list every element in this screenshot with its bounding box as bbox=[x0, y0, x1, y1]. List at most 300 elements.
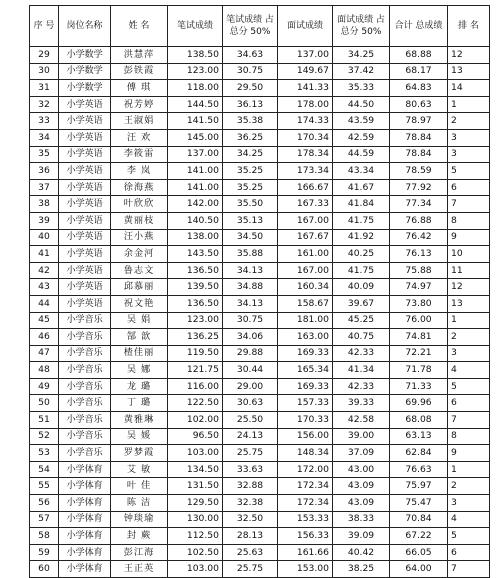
cell-total: 69.96 bbox=[390, 395, 448, 412]
cell-written-pct: 32.38 bbox=[223, 495, 278, 512]
cell-position: 小学体育 bbox=[59, 461, 111, 478]
cell-interview: 165.34 bbox=[278, 362, 333, 379]
cell-interview: 167.00 bbox=[278, 262, 333, 279]
cell-total: 68.08 bbox=[390, 412, 448, 429]
table-row bbox=[30, 395, 490, 412]
cell-written-pct: 29.88 bbox=[223, 345, 278, 362]
cell-name: 楂佳丽 bbox=[111, 345, 168, 362]
cell-interview-pct: 41.84 bbox=[333, 196, 390, 213]
cell-total: 76.00 bbox=[390, 312, 448, 329]
cell-written: 143.50 bbox=[168, 246, 223, 263]
table-row bbox=[30, 163, 490, 180]
cell-position: 小学音乐 bbox=[59, 412, 111, 429]
cell-interview: 157.33 bbox=[278, 395, 333, 412]
cell-no: 29 bbox=[30, 47, 59, 64]
cell-no: 58 bbox=[30, 528, 59, 545]
cell-position: 小学数学 bbox=[59, 63, 111, 80]
cell-interview-pct: 38.25 bbox=[333, 561, 390, 578]
cell-position: 小学音乐 bbox=[59, 428, 111, 445]
cell-name: 吴 娜 bbox=[111, 362, 168, 379]
cell-position: 小学音乐 bbox=[59, 312, 111, 329]
cell-interview-pct: 42.58 bbox=[333, 412, 390, 429]
table-row bbox=[30, 279, 490, 296]
cell-name: 丁 璐 bbox=[111, 395, 168, 412]
cell-position: 小学体育 bbox=[59, 478, 111, 495]
cell-position: 小学英语 bbox=[59, 279, 111, 296]
cell-name: 叶 佳 bbox=[111, 478, 168, 495]
cell-interview-pct: 42.59 bbox=[333, 129, 390, 146]
cell-total: 78.84 bbox=[390, 146, 448, 163]
cell-name: 祝文艳 bbox=[111, 295, 168, 312]
cell-rank: 2 bbox=[448, 113, 490, 130]
cell-position: 小学英语 bbox=[59, 146, 111, 163]
header-interview-pct: 面试成绩 占总分 50% bbox=[333, 6, 390, 47]
cell-name: 傅 琪 bbox=[111, 80, 168, 97]
cell-name: 黄雅琳 bbox=[111, 412, 168, 429]
cell-name: 洪慧萍 bbox=[111, 47, 168, 64]
cell-rank: 3 bbox=[448, 129, 490, 146]
cell-rank: 6 bbox=[448, 179, 490, 196]
cell-rank: 3 bbox=[448, 495, 490, 512]
table-row bbox=[30, 511, 490, 528]
cell-interview: 172.34 bbox=[278, 478, 333, 495]
table-row bbox=[30, 329, 490, 346]
header-interview: 面试成绩 bbox=[278, 6, 333, 47]
cell-interview-pct: 34.25 bbox=[333, 47, 390, 64]
cell-no: 56 bbox=[30, 495, 59, 512]
cell-no: 57 bbox=[30, 511, 59, 528]
cell-written: 141.50 bbox=[168, 113, 223, 130]
cell-written: 102.50 bbox=[168, 544, 223, 561]
cell-interview-pct: 42.33 bbox=[333, 378, 390, 395]
cell-written-pct: 35.88 bbox=[223, 246, 278, 263]
cell-total: 76.88 bbox=[390, 212, 448, 229]
cell-position: 小学英语 bbox=[59, 113, 111, 130]
table-row bbox=[30, 478, 490, 495]
cell-rank: 3 bbox=[448, 345, 490, 362]
cell-no: 44 bbox=[30, 295, 59, 312]
table-row bbox=[30, 212, 490, 229]
cell-no: 55 bbox=[30, 478, 59, 495]
table-row bbox=[30, 179, 490, 196]
cell-interview-pct: 39.09 bbox=[333, 528, 390, 545]
cell-interview: 149.67 bbox=[278, 63, 333, 80]
cell-written: 136.50 bbox=[168, 262, 223, 279]
cell-interview-pct: 43.09 bbox=[333, 478, 390, 495]
header-no: 序 号 bbox=[30, 6, 59, 47]
cell-total: 71.33 bbox=[390, 378, 448, 395]
cell-name: 汪 欢 bbox=[111, 129, 168, 146]
cell-interview: 167.00 bbox=[278, 212, 333, 229]
cell-written-pct: 29.00 bbox=[223, 378, 278, 395]
cell-written-pct: 34.25 bbox=[223, 146, 278, 163]
cell-written: 102.00 bbox=[168, 412, 223, 429]
cell-name: 陈 洁 bbox=[111, 495, 168, 512]
cell-no: 54 bbox=[30, 461, 59, 478]
cell-written: 134.50 bbox=[168, 461, 223, 478]
cell-written: 144.50 bbox=[168, 96, 223, 113]
cell-rank: 9 bbox=[448, 445, 490, 462]
cell-no: 35 bbox=[30, 146, 59, 163]
cell-no: 52 bbox=[30, 428, 59, 445]
cell-name: 李筱雷 bbox=[111, 146, 168, 163]
cell-written-pct: 25.63 bbox=[223, 544, 278, 561]
table-row bbox=[30, 345, 490, 362]
cell-rank: 7 bbox=[448, 561, 490, 578]
cell-written: 142.00 bbox=[168, 196, 223, 213]
cell-rank: 1 bbox=[448, 312, 490, 329]
cell-interview: 172.00 bbox=[278, 461, 333, 478]
header-written-pct: 笔试成绩 占总分 50% bbox=[223, 6, 278, 47]
cell-rank: 2 bbox=[448, 329, 490, 346]
cell-interview: 160.34 bbox=[278, 279, 333, 296]
cell-no: 30 bbox=[30, 63, 59, 80]
table-row bbox=[30, 80, 490, 97]
cell-no: 31 bbox=[30, 80, 59, 97]
cell-written: 138.50 bbox=[168, 47, 223, 64]
cell-position: 小学音乐 bbox=[59, 345, 111, 362]
table-row bbox=[30, 96, 490, 113]
cell-written: 96.50 bbox=[168, 428, 223, 445]
cell-written: 119.50 bbox=[168, 345, 223, 362]
cell-name: 彭铁霞 bbox=[111, 63, 168, 80]
cell-rank: 12 bbox=[448, 47, 490, 64]
score-sheet bbox=[29, 5, 490, 578]
cell-total: 74.97 bbox=[390, 279, 448, 296]
cell-rank: 3 bbox=[448, 146, 490, 163]
cell-interview-pct: 41.75 bbox=[333, 262, 390, 279]
cell-written: 140.50 bbox=[168, 212, 223, 229]
cell-written-pct: 35.25 bbox=[223, 179, 278, 196]
cell-position: 小学体育 bbox=[59, 561, 111, 578]
cell-rank: 5 bbox=[448, 378, 490, 395]
cell-written-pct: 34.50 bbox=[223, 229, 278, 246]
cell-written: 103.00 bbox=[168, 561, 223, 578]
cell-position: 小学英语 bbox=[59, 229, 111, 246]
table-row bbox=[30, 246, 490, 263]
table-row bbox=[30, 561, 490, 578]
cell-written: 118.00 bbox=[168, 80, 223, 97]
cell-interview: 178.34 bbox=[278, 146, 333, 163]
cell-interview-pct: 37.42 bbox=[333, 63, 390, 80]
cell-no: 51 bbox=[30, 412, 59, 429]
header-rank: 排 名 bbox=[448, 6, 490, 47]
table-row bbox=[30, 528, 490, 545]
cell-rank: 10 bbox=[448, 246, 490, 263]
header-name: 姓 名 bbox=[111, 6, 168, 47]
cell-interview-pct: 37.09 bbox=[333, 445, 390, 462]
cell-no: 42 bbox=[30, 262, 59, 279]
cell-name: 王正英 bbox=[111, 561, 168, 578]
cell-rank: 6 bbox=[448, 395, 490, 412]
table-row bbox=[30, 461, 490, 478]
cell-rank: 6 bbox=[448, 544, 490, 561]
cell-position: 小学音乐 bbox=[59, 329, 111, 346]
cell-interview: 167.67 bbox=[278, 229, 333, 246]
cell-total: 78.97 bbox=[390, 113, 448, 130]
cell-written-pct: 34.13 bbox=[223, 262, 278, 279]
cell-interview-pct: 40.25 bbox=[333, 246, 390, 263]
cell-rank: 12 bbox=[448, 279, 490, 296]
cell-position: 小学英语 bbox=[59, 179, 111, 196]
cell-position: 小学音乐 bbox=[59, 378, 111, 395]
cell-interview-pct: 43.34 bbox=[333, 163, 390, 180]
cell-position: 小学英语 bbox=[59, 163, 111, 180]
cell-written-pct: 25.75 bbox=[223, 445, 278, 462]
cell-name: 王淑娟 bbox=[111, 113, 168, 130]
cell-no: 38 bbox=[30, 196, 59, 213]
cell-position: 小学英语 bbox=[59, 129, 111, 146]
cell-no: 41 bbox=[30, 246, 59, 263]
cell-written: 145.00 bbox=[168, 129, 223, 146]
cell-written-pct: 34.06 bbox=[223, 329, 278, 346]
table-row bbox=[30, 312, 490, 329]
cell-no: 32 bbox=[30, 96, 59, 113]
table-row bbox=[30, 362, 490, 379]
cell-rank: 9 bbox=[448, 229, 490, 246]
cell-interview-pct: 40.42 bbox=[333, 544, 390, 561]
cell-interview: 178.00 bbox=[278, 96, 333, 113]
header-row bbox=[30, 6, 490, 47]
cell-position: 小学英语 bbox=[59, 262, 111, 279]
header-written: 笔试成绩 bbox=[168, 6, 223, 47]
cell-interview: 161.00 bbox=[278, 246, 333, 263]
table-row bbox=[30, 146, 490, 163]
cell-rank: 14 bbox=[448, 80, 490, 97]
cell-position: 小学英语 bbox=[59, 96, 111, 113]
cell-interview: 141.33 bbox=[278, 80, 333, 97]
cell-interview: 170.33 bbox=[278, 412, 333, 429]
cell-written-pct: 35.13 bbox=[223, 212, 278, 229]
cell-rank: 1 bbox=[448, 96, 490, 113]
cell-name: 吴 媛 bbox=[111, 428, 168, 445]
cell-position: 小学英语 bbox=[59, 196, 111, 213]
cell-total: 78.84 bbox=[390, 129, 448, 146]
cell-name: 余金河 bbox=[111, 246, 168, 263]
cell-written-pct: 32.50 bbox=[223, 511, 278, 528]
cell-rank: 7 bbox=[448, 412, 490, 429]
table-row bbox=[30, 63, 490, 80]
cell-rank: 4 bbox=[448, 511, 490, 528]
cell-interview-pct: 44.59 bbox=[333, 146, 390, 163]
cell-written-pct: 34.63 bbox=[223, 47, 278, 64]
table-row bbox=[30, 129, 490, 146]
header-total: 合计 总成绩 bbox=[390, 6, 448, 47]
cell-name: 徐海燕 bbox=[111, 179, 168, 196]
table-row bbox=[30, 196, 490, 213]
cell-interview: 173.34 bbox=[278, 163, 333, 180]
cell-no: 49 bbox=[30, 378, 59, 395]
cell-total: 75.47 bbox=[390, 495, 448, 512]
cell-position: 小学音乐 bbox=[59, 362, 111, 379]
cell-no: 43 bbox=[30, 279, 59, 296]
cell-position: 小学英语 bbox=[59, 212, 111, 229]
table-row bbox=[30, 378, 490, 395]
cell-written-pct: 33.63 bbox=[223, 461, 278, 478]
table-row bbox=[30, 544, 490, 561]
cell-no: 37 bbox=[30, 179, 59, 196]
cell-written: 130.00 bbox=[168, 511, 223, 528]
cell-interview-pct: 39.33 bbox=[333, 395, 390, 412]
cell-total: 62.84 bbox=[390, 445, 448, 462]
cell-rank: 2 bbox=[448, 478, 490, 495]
cell-interview: 169.33 bbox=[278, 345, 333, 362]
cell-written-pct: 30.75 bbox=[223, 63, 278, 80]
cell-total: 64.83 bbox=[390, 80, 448, 97]
cell-rank: 5 bbox=[448, 163, 490, 180]
cell-written-pct: 36.13 bbox=[223, 96, 278, 113]
table-row bbox=[30, 428, 490, 445]
table-row bbox=[30, 262, 490, 279]
cell-position: 小学英语 bbox=[59, 295, 111, 312]
cell-written: 122.50 bbox=[168, 395, 223, 412]
cell-no: 47 bbox=[30, 345, 59, 362]
cell-name: 叶欣欣 bbox=[111, 196, 168, 213]
cell-position: 小学英语 bbox=[59, 246, 111, 263]
cell-interview: 166.67 bbox=[278, 179, 333, 196]
cell-total: 75.97 bbox=[390, 478, 448, 495]
cell-interview: 161.66 bbox=[278, 544, 333, 561]
cell-written-pct: 28.13 bbox=[223, 528, 278, 545]
cell-interview-pct: 39.00 bbox=[333, 428, 390, 445]
cell-no: 40 bbox=[30, 229, 59, 246]
cell-written: 121.75 bbox=[168, 362, 223, 379]
cell-written: 123.00 bbox=[168, 312, 223, 329]
cell-written: 141.00 bbox=[168, 179, 223, 196]
cell-written: 131.50 bbox=[168, 478, 223, 495]
cell-rank: 13 bbox=[448, 295, 490, 312]
cell-written-pct: 34.13 bbox=[223, 295, 278, 312]
table-row bbox=[30, 495, 490, 512]
cell-written: 138.00 bbox=[168, 229, 223, 246]
cell-rank: 7 bbox=[448, 196, 490, 213]
cell-no: 39 bbox=[30, 212, 59, 229]
cell-name: 彭江海 bbox=[111, 544, 168, 561]
header-position: 岗位名称 bbox=[59, 6, 111, 47]
cell-interview: 156.33 bbox=[278, 528, 333, 545]
cell-interview-pct: 43.00 bbox=[333, 461, 390, 478]
cell-total: 66.05 bbox=[390, 544, 448, 561]
cell-total: 76.42 bbox=[390, 229, 448, 246]
cell-name: 郜 歆 bbox=[111, 329, 168, 346]
cell-total: 74.81 bbox=[390, 329, 448, 346]
cell-written-pct: 25.75 bbox=[223, 561, 278, 578]
cell-interview: 163.00 bbox=[278, 329, 333, 346]
cell-interview: 181.00 bbox=[278, 312, 333, 329]
cell-name: 吴 娟 bbox=[111, 312, 168, 329]
cell-interview-pct: 41.67 bbox=[333, 179, 390, 196]
cell-written: 136.25 bbox=[168, 329, 223, 346]
cell-written: 112.50 bbox=[168, 528, 223, 545]
cell-name: 罗梦霞 bbox=[111, 445, 168, 462]
cell-rank: 8 bbox=[448, 428, 490, 445]
cell-position: 小学数学 bbox=[59, 47, 111, 64]
cell-interview: 156.00 bbox=[278, 428, 333, 445]
cell-total: 80.63 bbox=[390, 96, 448, 113]
cell-written-pct: 32.88 bbox=[223, 478, 278, 495]
cell-interview-pct: 45.25 bbox=[333, 312, 390, 329]
cell-total: 73.80 bbox=[390, 295, 448, 312]
cell-interview-pct: 40.75 bbox=[333, 329, 390, 346]
cell-interview-pct: 44.50 bbox=[333, 96, 390, 113]
cell-total: 76.63 bbox=[390, 461, 448, 478]
cell-position: 小学体育 bbox=[59, 528, 111, 545]
cell-no: 50 bbox=[30, 395, 59, 412]
cell-total: 71.78 bbox=[390, 362, 448, 379]
cell-position: 小学音乐 bbox=[59, 395, 111, 412]
cell-total: 75.88 bbox=[390, 262, 448, 279]
cell-name: 封 蕨 bbox=[111, 528, 168, 545]
cell-written-pct: 36.25 bbox=[223, 129, 278, 146]
cell-total: 72.21 bbox=[390, 345, 448, 362]
cell-no: 46 bbox=[30, 329, 59, 346]
cell-no: 53 bbox=[30, 445, 59, 462]
cell-no: 59 bbox=[30, 544, 59, 561]
cell-rank: 5 bbox=[448, 528, 490, 545]
cell-no: 48 bbox=[30, 362, 59, 379]
cell-total: 68.88 bbox=[390, 47, 448, 64]
cell-interview: 153.00 bbox=[278, 561, 333, 578]
cell-no: 34 bbox=[30, 129, 59, 146]
cell-written-pct: 34.88 bbox=[223, 279, 278, 296]
cell-written: 116.00 bbox=[168, 378, 223, 395]
cell-interview-pct: 42.33 bbox=[333, 345, 390, 362]
cell-no: 45 bbox=[30, 312, 59, 329]
cell-written: 139.50 bbox=[168, 279, 223, 296]
cell-total: 76.13 bbox=[390, 246, 448, 263]
cell-name: 汪小燕 bbox=[111, 229, 168, 246]
cell-interview-pct: 35.33 bbox=[333, 80, 390, 97]
cell-written-pct: 30.63 bbox=[223, 395, 278, 412]
cell-written: 136.50 bbox=[168, 295, 223, 312]
cell-written-pct: 35.50 bbox=[223, 196, 278, 213]
table-row bbox=[30, 113, 490, 130]
cell-position: 小学体育 bbox=[59, 544, 111, 561]
cell-written: 141.00 bbox=[168, 163, 223, 180]
cell-written-pct: 25.50 bbox=[223, 412, 278, 429]
cell-interview-pct: 38.33 bbox=[333, 511, 390, 528]
table-row bbox=[30, 47, 490, 64]
cell-written: 129.50 bbox=[168, 495, 223, 512]
cell-rank: 1 bbox=[448, 461, 490, 478]
cell-total: 77.92 bbox=[390, 179, 448, 196]
cell-rank: 8 bbox=[448, 212, 490, 229]
cell-written-pct: 30.44 bbox=[223, 362, 278, 379]
cell-total: 68.17 bbox=[390, 63, 448, 80]
cell-no: 33 bbox=[30, 113, 59, 130]
cell-total: 64.00 bbox=[390, 561, 448, 578]
table-row bbox=[30, 295, 490, 312]
cell-name: 李 岚 bbox=[111, 163, 168, 180]
cell-interview: 153.33 bbox=[278, 511, 333, 528]
cell-written-pct: 35.25 bbox=[223, 163, 278, 180]
table-row bbox=[30, 412, 490, 429]
cell-total: 77.34 bbox=[390, 196, 448, 213]
score-table bbox=[29, 5, 490, 578]
cell-total: 67.22 bbox=[390, 528, 448, 545]
cell-interview-pct: 39.67 bbox=[333, 295, 390, 312]
table-row bbox=[30, 229, 490, 246]
cell-rank: 13 bbox=[448, 63, 490, 80]
cell-no: 36 bbox=[30, 163, 59, 180]
cell-interview-pct: 40.09 bbox=[333, 279, 390, 296]
cell-name: 艾 敏 bbox=[111, 461, 168, 478]
cell-interview: 148.34 bbox=[278, 445, 333, 462]
cell-interview-pct: 41.75 bbox=[333, 212, 390, 229]
cell-total: 70.84 bbox=[390, 511, 448, 528]
cell-written-pct: 29.50 bbox=[223, 80, 278, 97]
cell-rank: 4 bbox=[448, 362, 490, 379]
